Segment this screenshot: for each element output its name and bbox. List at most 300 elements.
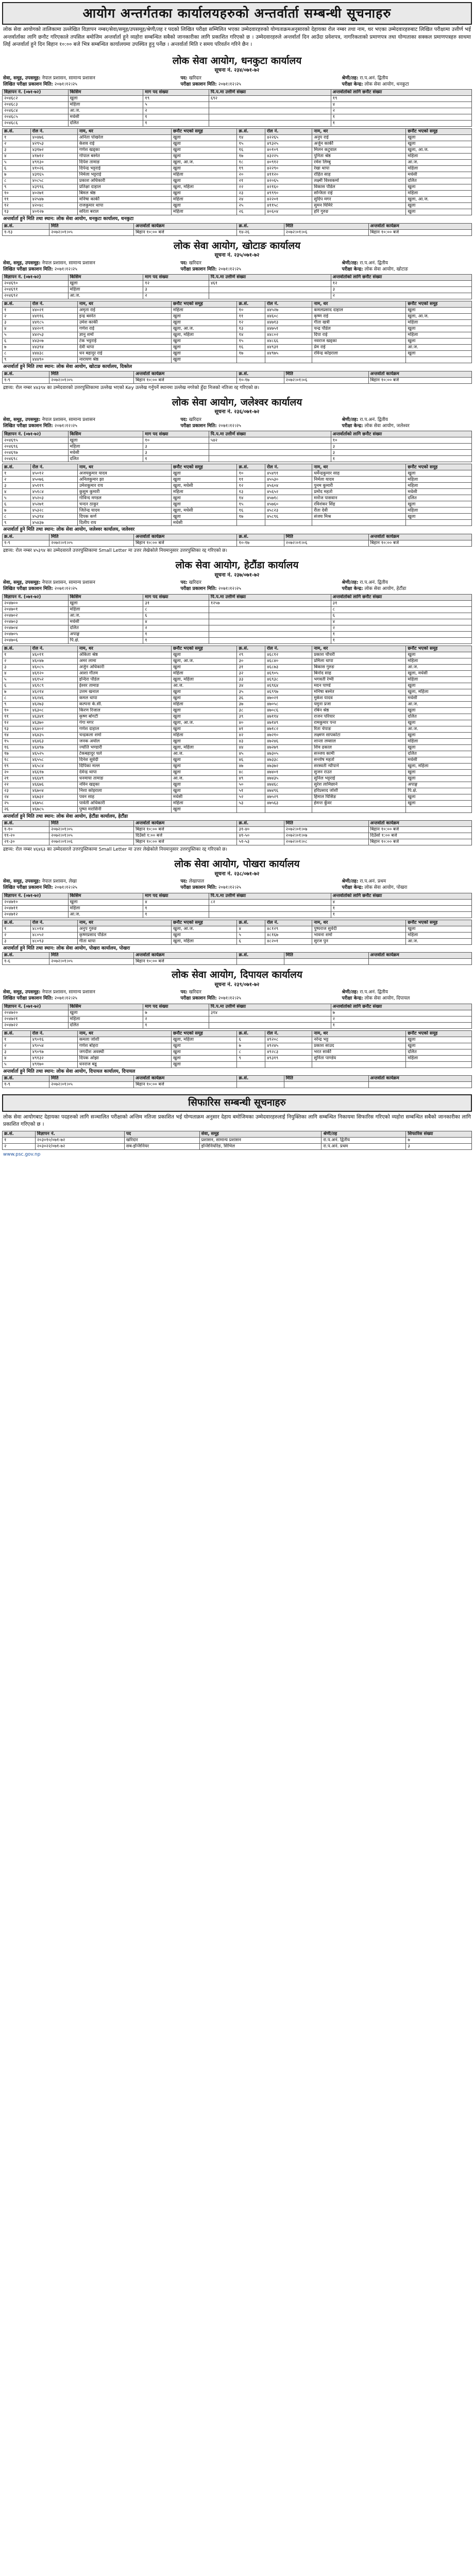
table-cell: दलित	[68, 121, 143, 127]
table-cell	[312, 520, 406, 526]
table-cell	[406, 357, 472, 363]
table-cell	[237, 520, 265, 526]
header-row	[3, 1004, 472, 1010]
table-cell: महिला	[406, 507, 472, 514]
column-header: छनौट भएको समूह	[171, 920, 237, 926]
table-cell: खुला	[171, 1055, 237, 1061]
schedule-table	[2, 534, 472, 547]
candidate-row	[3, 477, 472, 483]
table-cell: १९	[143, 96, 209, 102]
table-cell: ४१	[237, 726, 265, 732]
table-cell: प्रमिला थापा	[312, 658, 406, 664]
office-title: लोक सेवा आयोग, पोखरा कार्यालय	[174, 858, 300, 870]
meta-value: लेखापाल	[189, 879, 205, 885]
meta-value: २०७१।१२।२५	[54, 267, 77, 272]
table-cell: १	[331, 631, 471, 637]
table-cell: ४	[3, 489, 31, 495]
vacancy-row	[3, 606, 472, 613]
table-cell: ४९३२५	[265, 141, 312, 147]
table-cell: २	[331, 293, 471, 299]
note-text: द्रष्टव्य: रोल नम्बर ४५३९४ का उम्मेदवारले उत्तरपुस्तिकामा Small Letter मा उत्तर लेखेकोले नियमानुसार उत्तरपुस्तिका रद्द गरिएको छ।	[3, 548, 227, 553]
table-cell: ८	[3, 695, 31, 701]
table-cell: ४७०२१	[265, 695, 312, 701]
table-cell: जगदीश अवस्थी	[77, 1049, 171, 1055]
table-cell: खुला	[406, 769, 472, 775]
table-cell: भावना शर्मा	[312, 932, 406, 938]
candidate-row	[3, 501, 472, 507]
table-cell: सञ्जय कामी	[312, 751, 406, 757]
table-cell: खुला	[171, 664, 237, 670]
table-cell: खुला	[406, 720, 472, 726]
meta-item	[180, 586, 342, 592]
meta-value: नेपाल प्रशासन, सामान्य प्रशासन	[42, 417, 95, 422]
column-header: मिति	[49, 1075, 134, 1081]
table-cell: १८	[3, 757, 31, 763]
column-header: क्र.सं.	[3, 920, 31, 926]
table-cell: महिला	[171, 489, 237, 495]
table-cell: मधेसी	[171, 794, 237, 800]
table-cell: १२	[143, 281, 209, 287]
table-cell: ६	[3, 166, 31, 172]
table-cell: १३	[237, 326, 265, 332]
table-cell: ३२	[237, 670, 265, 676]
table-cell: आ.ज.	[68, 293, 143, 299]
table-cell: बिहान १०:०० बजे	[134, 229, 237, 235]
table-cell: महिला	[406, 1055, 472, 1061]
column-header: किसिम	[68, 90, 143, 96]
table-cell: धर्मेन्द्रकुमार साह	[312, 470, 406, 477]
meta-item	[342, 586, 471, 592]
meta-value: २०७१।१२।२५	[218, 885, 241, 891]
table-cell: दलित	[68, 625, 143, 631]
table-cell: गोपाल बस्नेत	[77, 154, 171, 160]
table-cell: अनिलकुमार झा	[77, 477, 171, 483]
table-cell: २०४६९८	[3, 456, 69, 462]
meta-value: लोक सेवा आयोग, दिपायल	[364, 996, 410, 1002]
table-cell: महिला	[406, 320, 472, 326]
table-cell: ३४	[237, 683, 265, 689]
table-cell: सुरज पुन	[312, 938, 406, 944]
table-cell: ४	[331, 899, 471, 905]
table-cell: २०७२।०१।०५	[49, 540, 134, 546]
table-cell: खुला	[171, 695, 237, 701]
table-cell: १३	[3, 726, 31, 732]
table-cell: २०७२।०१।०५	[49, 377, 134, 383]
table-cell: खुला, महिला	[406, 763, 472, 769]
table-cell: १-९	[3, 377, 49, 383]
table-cell: देवेन्द्र थापा	[77, 769, 171, 775]
vacancy-row	[3, 631, 472, 637]
column-header: क्र.सं.	[237, 820, 284, 826]
table-cell: ४९२०८	[265, 1037, 312, 1043]
table-cell: २०४७०४	[3, 625, 69, 631]
table-cell: रा.प.अनं. प्रथम	[321, 1143, 406, 1149]
column-header: रोल नं.	[265, 646, 312, 652]
table-cell: खुला	[171, 477, 237, 483]
column-header: क्र.सं.	[3, 371, 49, 377]
table-cell: रा.प.अनं. द्वितीय	[321, 1137, 406, 1143]
table-cell: राजन परियार	[312, 714, 406, 720]
table-cell: इन्दिरा पौडेल	[77, 676, 171, 683]
table-cell: ४६७८५	[30, 806, 77, 812]
table-cell: ४५४९१	[265, 470, 312, 477]
column-header: किसिम	[68, 275, 143, 281]
column-header: क्र.सं.	[237, 464, 265, 470]
meta-label: सेवा, समूह, उपसमूह:	[3, 417, 41, 422]
table-cell: २०	[3, 769, 31, 775]
table-cell: ४६०४७	[30, 658, 77, 664]
header-row	[3, 1131, 472, 1137]
vacancy-table	[2, 893, 472, 918]
table-cell: मिलन कटुवाल	[312, 147, 406, 154]
table-cell: ३	[3, 938, 31, 944]
office-meta	[2, 990, 472, 1004]
table-cell: १०	[3, 191, 31, 197]
meta-label: पद:	[180, 580, 188, 586]
table-cell: १	[3, 1037, 31, 1043]
column-header: नाम, थर	[77, 464, 171, 470]
table-cell	[312, 806, 406, 812]
candidate-row	[3, 160, 472, 166]
table-cell	[209, 613, 331, 619]
table-cell: २६	[237, 209, 265, 215]
table-cell: ८	[237, 1049, 265, 1055]
meta-label: पद:	[180, 75, 188, 81]
table-cell: खुला, महिला	[171, 184, 237, 191]
column-header: विज्ञापन नं. (०७१-७२)	[3, 594, 69, 600]
table-cell: खुला	[171, 806, 237, 812]
table-cell: खुला	[406, 141, 472, 147]
table-cell: २०४६९१	[3, 287, 69, 293]
table-cell: १४	[237, 135, 265, 141]
office-title: लोक सेवा आयोग, हेटौंडा कार्यालय	[175, 559, 299, 571]
table-cell: ४०१२७	[30, 209, 77, 215]
candidate-row	[3, 489, 472, 495]
column-header: अन्तर्वार्ता कार्यक्रम	[368, 534, 471, 540]
table-cell: कृष्ण राई	[312, 314, 406, 320]
candidate-row	[3, 732, 472, 738]
notice-number: सूचना नं. २३८/०७१-७२	[214, 871, 260, 877]
table-cell: १६	[3, 744, 31, 751]
table-cell: खुला	[406, 1037, 472, 1043]
column-header: पि.प.मा उत्तीर्ण संख्या	[209, 431, 331, 437]
table-cell: ३७	[237, 701, 265, 707]
table-cell: २	[143, 625, 209, 631]
table-cell: खुला	[171, 338, 237, 345]
table-cell: खुला	[171, 203, 237, 209]
table-cell: खुला, आ.ज.	[406, 197, 472, 203]
table-cell	[237, 1061, 265, 1067]
table-cell: खुला	[406, 308, 472, 314]
column-header: अन्तर्वार्ताको लागि छनौट संख्या	[331, 90, 471, 96]
table-cell: खुला	[406, 800, 472, 806]
column-header: रोल नं.	[30, 1030, 77, 1037]
table-cell: ४६१८९	[30, 683, 77, 689]
table-cell: नरेन्द्र भट्ट	[312, 1037, 406, 1043]
table-cell: ८२	[209, 899, 331, 905]
column-header: अन्तर्वार्ताको लागि छनौट संख्या	[331, 893, 471, 899]
column-header: छनौट भएको समूह	[171, 464, 237, 470]
table-cell: ६	[331, 613, 471, 619]
table-cell: ४४०२१	[30, 308, 77, 314]
schedule-row	[3, 958, 472, 964]
table-cell: विकास पौडेल	[312, 184, 406, 191]
table-cell: खुला, आ.ज.	[171, 658, 237, 664]
column-header: क्र.सं.	[3, 301, 31, 308]
table-cell: ४४७५१	[265, 326, 312, 332]
meta-item	[180, 267, 342, 273]
column-header: अन्तर्वार्ता कार्यक्रम	[368, 223, 471, 229]
table-cell: २०७२।०१।०६	[284, 540, 368, 546]
column-header: क्र.सं.	[3, 820, 49, 826]
meta-value: २०७१।१२।२५	[218, 267, 241, 272]
table-cell: ९	[3, 184, 31, 191]
table-cell: रबिन श्रेष्ठ	[312, 707, 406, 714]
table-cell: २०४७००	[3, 600, 69, 606]
table-cell: खरिदार	[124, 1137, 199, 1143]
table-cell: पवन साह	[77, 794, 171, 800]
notice-number: सूचना नं. २३४/०७१-७२	[214, 67, 260, 74]
meta-item	[180, 82, 342, 88]
table-cell	[209, 1022, 331, 1028]
table-cell: ४९३१९	[265, 1055, 312, 1061]
table-cell: अंकिता श्रेष्ठ	[77, 652, 171, 658]
table-cell: २०४७०५	[3, 631, 69, 637]
table-cell: महिला	[171, 732, 237, 738]
column-header: नाम, थर	[312, 301, 406, 308]
table-cell: रविशंकर सिंह	[312, 501, 406, 507]
column-header: अन्तर्वार्ता कार्यक्रम	[134, 820, 237, 826]
table-cell: २	[3, 477, 31, 483]
table-cell: ४६३४१	[30, 714, 77, 720]
table-cell: ४६७३२	[30, 794, 77, 800]
meta-value: २०७१।१२।२५	[54, 885, 77, 891]
candidate-row	[3, 932, 472, 938]
schedule-label: अन्तर्वार्ता हुने मिति तथा स्थान: लोक सेवा आयोग, पोखरा कार्यालय, पोखरा	[3, 945, 130, 951]
table-cell: १	[3, 652, 31, 658]
table-cell: महिला	[406, 676, 472, 683]
table-cell: ४७०८६	[265, 707, 312, 714]
candidate-row	[3, 154, 472, 160]
column-header: विज्ञापन नं. (०७१-७२)	[3, 1004, 69, 1010]
table-cell: ६	[237, 938, 265, 944]
table-cell	[406, 1061, 472, 1067]
column-header: विज्ञापन नं.	[35, 1131, 124, 1137]
column-header: क्र.सं.	[3, 1131, 36, 1137]
table-cell: २०७२।०१।०८	[284, 839, 368, 845]
column-header: क्र.सं.	[237, 1030, 265, 1037]
meta-value: रा.प.अनं. द्वितीय	[360, 75, 388, 81]
candidate-row	[3, 676, 472, 683]
footer-site[interactable]: www.psc.gov.np	[3, 1151, 41, 1157]
table-cell: धनराज बडू	[77, 1061, 171, 1067]
table-cell: महिला	[406, 932, 472, 938]
table-cell: २०७२।०१।०६	[49, 839, 134, 845]
meta-item	[3, 267, 180, 273]
table-cell: ५४२	[209, 437, 331, 444]
column-header: नाम, थर	[312, 920, 406, 926]
meta-value: २०७१।१२।२५	[54, 423, 77, 429]
table-cell	[209, 1016, 331, 1022]
meta-label: लिखित परीक्षा प्रकाशन मिति:	[3, 82, 53, 87]
office-title: लोक सेवा आयोग, खोटाङ कार्यालय	[173, 240, 301, 251]
candidate-row	[3, 782, 472, 788]
table-cell: शिव ढकाल	[312, 744, 406, 751]
meta-label: सेवा, समूह, उपसमूह:	[3, 580, 41, 586]
table-cell: संजय मिश्र	[312, 514, 406, 520]
candidate-row	[3, 197, 472, 203]
table-cell: ४४७१३	[265, 320, 312, 326]
table-cell: ५	[3, 676, 31, 683]
table-cell: बिकास गुरुङ	[312, 664, 406, 670]
table-cell: ४	[3, 326, 31, 332]
table-cell: ११	[3, 197, 31, 203]
table-cell: खुला, आ.ज.	[171, 160, 237, 166]
table-cell: महिला	[68, 444, 143, 450]
table-cell: ४७२७९	[265, 744, 312, 751]
meta-label: सेवा, समूह, उपसमूह:	[3, 990, 41, 995]
table-cell: धन बहादुर राई	[77, 351, 171, 357]
table-cell: १०	[331, 437, 471, 444]
table-cell: खुला	[171, 166, 237, 172]
table-cell: खुला	[406, 338, 472, 345]
table-cell: १७	[3, 751, 31, 757]
column-header: अन्तर्वार्ता कार्यक्रम	[368, 371, 471, 377]
candidate-row	[3, 701, 472, 707]
column-header: नाम, थर	[312, 1030, 406, 1037]
table-cell: खुला	[406, 775, 472, 782]
vacancy-row	[3, 437, 472, 444]
table-cell: खुला	[406, 652, 472, 658]
table-cell: १-६	[3, 958, 49, 964]
table-cell: दलित	[68, 1022, 143, 1028]
table-cell: खुला	[171, 345, 237, 351]
table-cell: भगवती रेग्मी	[312, 676, 406, 683]
table-cell: ४४९३१	[265, 345, 312, 351]
table-cell: आ.ज.	[68, 108, 143, 114]
column-header: मिति	[49, 820, 134, 826]
table-cell: ४१०२६	[30, 166, 77, 172]
table-cell: खुला, मधेसी	[171, 483, 237, 489]
vacancy-row	[3, 619, 472, 625]
table-cell: अनुप राई	[312, 135, 406, 141]
candidate-row	[3, 664, 472, 670]
table-cell: ११	[237, 314, 265, 320]
table-cell: २०४७२१	[3, 1016, 69, 1022]
column-header: छनौट भएको समूह	[406, 646, 472, 652]
table-cell: खुला	[68, 437, 143, 444]
table-cell: १४	[237, 332, 265, 338]
table-cell: आ.ज.	[406, 160, 472, 166]
candidate-row	[3, 806, 472, 812]
table-cell: ४	[143, 899, 209, 905]
table-cell: ४५३२८	[30, 507, 77, 514]
table-cell: मदन पाण्डे	[312, 683, 406, 689]
table-cell: ७	[3, 507, 31, 514]
table-cell: २५	[237, 203, 265, 209]
table-cell: २	[3, 141, 31, 147]
table-cell: शान्ता लम्साल	[312, 738, 406, 744]
table-cell: प्रकाश अधिकारी	[77, 178, 171, 184]
meta-item	[3, 417, 180, 423]
table-cell: ४५१८४	[30, 489, 77, 495]
table-cell: ४६२१४	[30, 689, 77, 695]
table-cell: १	[3, 470, 31, 477]
candidate-row	[3, 751, 472, 757]
table-cell: खुला	[406, 203, 472, 209]
table-cell: ४५७६०	[265, 501, 312, 507]
candidate-row	[3, 670, 472, 676]
recommendation-row	[3, 1137, 472, 1143]
candidate-table	[2, 464, 472, 526]
table-cell: खुला	[171, 141, 237, 147]
table-cell: महिला	[406, 658, 472, 664]
header-row	[3, 594, 472, 600]
column-header: क्र.सं.	[3, 1030, 31, 1037]
table-cell: ५०	[237, 782, 265, 788]
table-cell	[265, 520, 312, 526]
column-header: अन्तर्वार्ताको लागि छनौट संख्या	[331, 431, 471, 437]
table-cell: पुनिता श्रेष्ठ	[312, 154, 406, 160]
table-cell: ४४८०२	[265, 332, 312, 338]
table-cell: २९	[237, 652, 265, 658]
table-cell: २	[3, 1043, 31, 1049]
table-cell: हरि गुरुङ	[312, 209, 406, 215]
table-cell: १२	[3, 720, 31, 726]
table-cell: ४२२९०	[265, 166, 312, 172]
table-cell: १०-१७	[237, 540, 284, 546]
column-header: रोल नं.	[30, 301, 77, 308]
table-cell	[406, 806, 472, 812]
candidate-row	[3, 147, 472, 154]
table-cell: ४०८५८	[30, 178, 77, 184]
table-cell: ४	[3, 154, 31, 160]
table-cell: खुला	[171, 707, 237, 714]
table-cell: २०४६८६	[3, 121, 69, 127]
table-cell: १	[3, 308, 31, 314]
table-cell: ३	[3, 664, 31, 670]
table-cell: १	[331, 121, 471, 127]
column-header: मिति	[49, 371, 134, 377]
table-cell: २०४६९७	[3, 450, 69, 456]
meta-value: नेपाल प्रशासन, सामान्य प्रशासन	[42, 580, 95, 586]
table-cell: ४२२६५	[265, 135, 312, 141]
table-cell: खुला	[171, 320, 237, 326]
table-cell: खुला	[171, 1049, 237, 1055]
table-cell: १९	[331, 96, 471, 102]
table-cell: आ.ज.	[406, 726, 472, 732]
column-header: मिति	[49, 223, 134, 229]
table-cell	[209, 637, 331, 643]
table-cell: खुला	[171, 689, 237, 695]
table-cell: २०४६९६	[3, 444, 69, 450]
notice-number: सूचना नं. २३९/०७१-७२	[214, 981, 260, 988]
table-cell: आ.ज.	[406, 701, 472, 707]
meta-label: परीक्षा प्रकाशन मिति:	[180, 586, 217, 592]
table-cell: सुरेश लामिछाने	[312, 782, 406, 788]
table-cell: २०४६९५	[3, 437, 69, 444]
candidate-row	[3, 720, 472, 726]
table-cell: महिला	[406, 191, 472, 197]
column-header: छनौट भएको समूह	[171, 1030, 237, 1037]
column-header: माग पद संख्या	[143, 893, 209, 899]
candidate-row	[3, 166, 472, 172]
table-cell: ४८१६७	[265, 932, 312, 938]
table-cell: यमुना प्रजा	[312, 701, 406, 707]
table-cell: १६	[237, 345, 265, 351]
table-cell: अर्जुन कार्की	[312, 141, 406, 147]
meta-value: रा.प.अनं. द्वितीय	[360, 260, 388, 266]
